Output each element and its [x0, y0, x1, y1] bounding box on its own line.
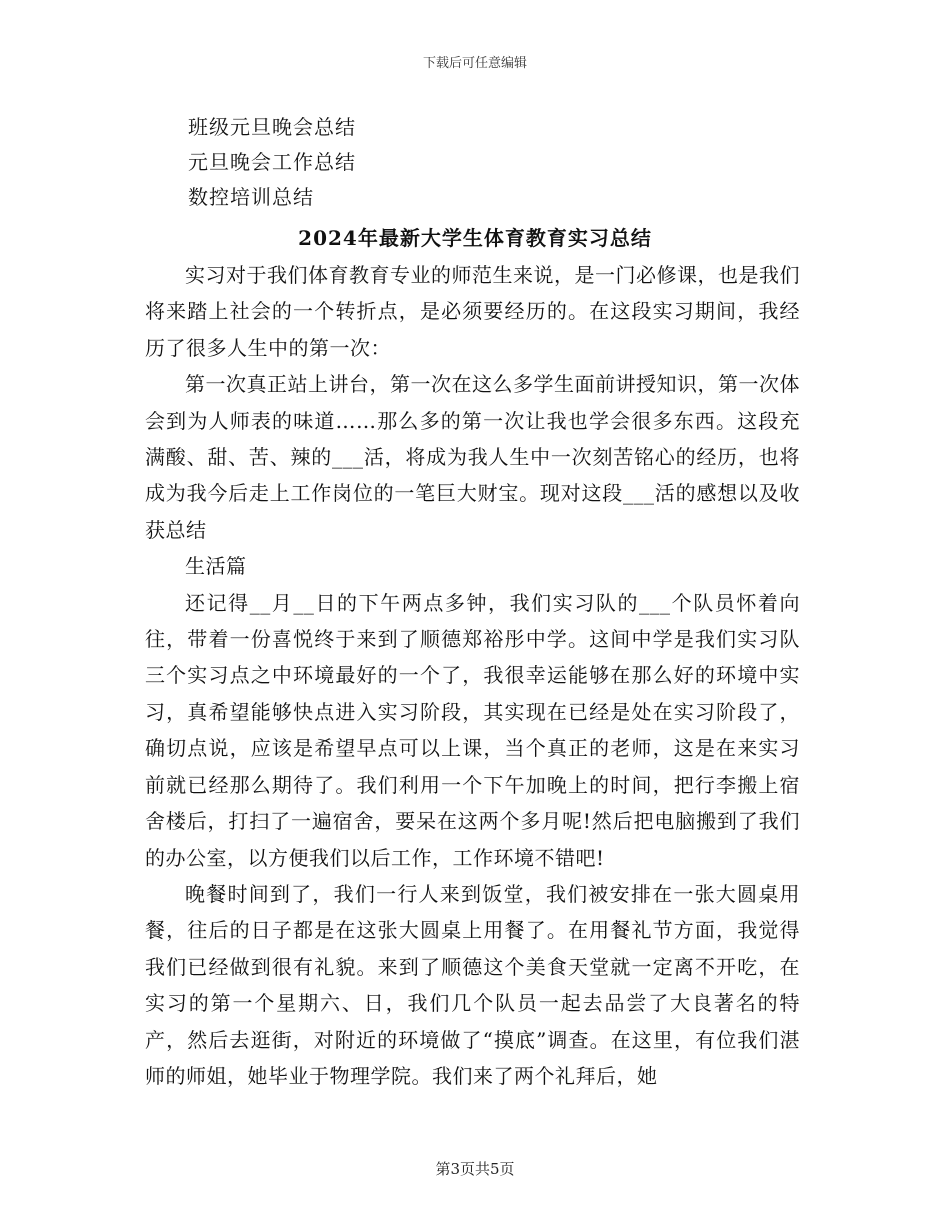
paragraph: 实习对于我们体育教育专业的师范生来说，是一门必修课，也是我们将来踏上社会的一个转折点，是必须要经历的。在这段实习期间，我经历了很多人生中的第一次：: [145, 263, 800, 360]
related-link-cnc-training[interactable]: 数控培训总结: [188, 185, 314, 209]
paragraph: 晚餐时间到了，我们一行人来到饭堂，我们被安排在一张大圆桌用餐，往后的日子都是在这张大圆桌上用餐了。在用餐礼节方面，我觉得我们已经做到很有礼貌。来到了顺德这个美食天堂就一定离不开吃，在实习的第一个星期六、日，我们几个队员一起去品尝了大良著名的特产，然后去逛街，对附近的环境做了“摸底”调查。在这里，有位我们湛师的师姐，她毕业于物理学院。我们来了两个礼拜后，她: [145, 881, 800, 1088]
page-header: 下载后可任意编辑: [422, 56, 527, 71]
related-link-class-party[interactable]: 班级元旦晚会总结: [188, 115, 356, 139]
paragraph: 还记得__月__日的下午两点多钟，我们实习队的___个队员怀着向往，带着一份喜悦终于来到了顺德郑裕彤中学。这间中学是我们实习队三个实习点之中环境最好的一个了，我很幸运能够在那么好的环境中实习，真希望能够快点进入实习阶段，其实现在已经是处在实习阶段了，确切点说，应该是希望早点可以上课，当个真正的老师，这是在来实习前就已经那么期待了。我们利用一个下午加晚上的时间，把行李搬上宿舍楼后，打扫了一遍宿舍，要呆在这两个多月呢!然后把电脑搬到了我们的办公室，以方便我们以后工作，工作环境不错吧!: [145, 590, 800, 870]
paragraph: 第一次真正站上讲台，第一次在这么多学生面前讲授知识，第一次体会到为人师表的味道……那么多的第一次让我也学会很多东西。这段充满酸、甜、苦、辣的___活，将成为我人生中一次刻苦铭心的经历，也将成为我今后走上工作岗位的一笔巨大财宝。现对这段___活的感想以及收获总结: [145, 372, 800, 542]
section-heading: 生活篇: [185, 554, 247, 579]
related-links: [188, 110, 356, 215]
document-body: [145, 257, 800, 1094]
page-footer: 第3页共5页: [435, 1160, 515, 1178]
related-link-party-work[interactable]: 元旦晚会工作总结: [188, 150, 356, 174]
document-title: 2024年最新大学生体育教育实习总结: [298, 226, 652, 250]
